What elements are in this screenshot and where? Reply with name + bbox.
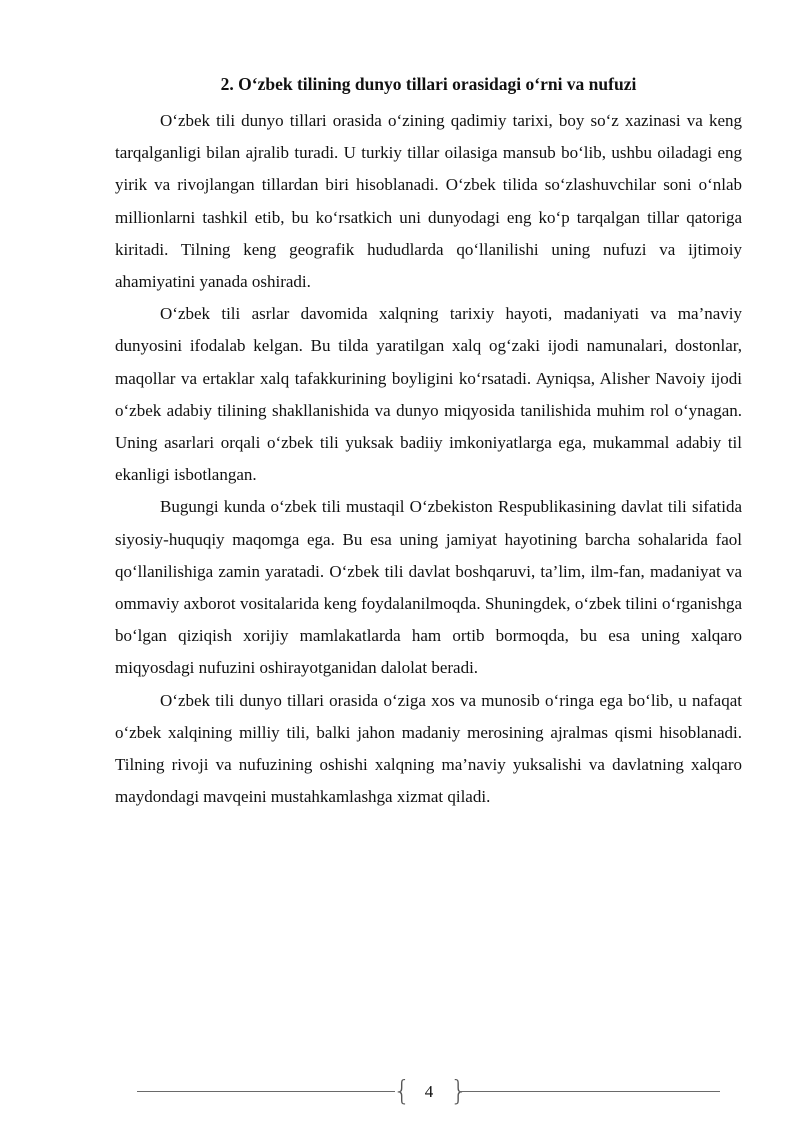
page-footer: [137, 1074, 720, 1107]
paragraph-4: O‘zbek tili dunyo tillari orasida o‘ziga xos va munosib o‘ringa ega bo‘lib, u nafaqat o‘zbek xalqining milliy tili, balki jahon madaniy merosining ajralmas qismi hisoblanadi. Tilning rivoji va nufuzining oshishi xalqning ma’naviy yuksalishi va davlatning xalqaro maydondagi mavqeini mustahkamlashga xizmat qiladi.: [115, 690, 742, 807]
footer-rule-left: [137, 1091, 395, 1092]
paragraph-2: O‘zbek tili asrlar davomida xalqning tarixiy hayoti, madaniyati va ma’naviy dunyosini ifodalab kelgan. Bu tilda yaratilgan xalq og‘zaki ijodi namunalari, dostonlar, maqollar va ertaklar xalq tafakkurining boyligini ko‘rsatadi. Ayniqsa, Alisher Navoiy ijodi o‘zbek adabiy tilining shakllanishida va dunyo miqyosida tanilishida muhim rol o‘ynagan. Uning asarlari orqali o‘zbek tili yuksak badiiy imkoniyatlarga ega, mukammal adabiy til ekanligi isbotlangan.: [115, 304, 742, 485]
footer-rule-right: [459, 1091, 720, 1092]
page-number: 4: [424, 1082, 434, 1101]
paragraph-1: O‘zbek tili dunyo tillari orasida o‘zining qadimiy tarixi, boy so‘z xazinasi va keng tarqalganligi bilan ajralib turadi. U turkiy tillar oilasiga mansub bo‘lib, ushbu oiladagi eng yirik va rivojlangan tillardan biri hisoblanadi. O‘zbek tilida so‘zlashuvchilar soni o‘nlab millionlarni tashkil etib, bu ko‘rsatkich uni dunyodagi eng ko‘p tarqalgan tillar qatoriga kiritadi. Tilning keng geografik hududlarda qo‘llanilishi uning nufuzi va ijtimoiy ahamiyatini yanada oshiradi.: [115, 111, 742, 292]
footer-bracket-right: }: [450, 1074, 468, 1107]
paragraph-3: Bugungi kunda o‘zbek tili mustaqil O‘zbekiston Respublikasining davlat tili sifatida siyosiy-huquqiy maqomga ega. Bu esa uning jamiyat hayotining barcha sohalarida faol qo‘llanilishiga zamin yaratadi. O‘zbek tili davlat boshqaruvi, ta’lim, ilm-fan, madaniyat va ommaviy axborot vositalarida keng foydalanilmoqda. Shuningdek, o‘zbek tilini o‘rganishga bo‘lgan qiziqish xorijiy mamlakatlarda ham ortib bormoqda, bu esa uning xalqaro miqyosdagi nufuzini oshirayotganidan dalolat beradi.: [115, 497, 742, 678]
footer-bracket-left: {: [393, 1074, 411, 1107]
body-text: [115, 105, 742, 813]
section-heading: 2. O‘zbek tilining dunyo tillari orasidagi o‘rni va nufuzi: [220, 74, 637, 94]
